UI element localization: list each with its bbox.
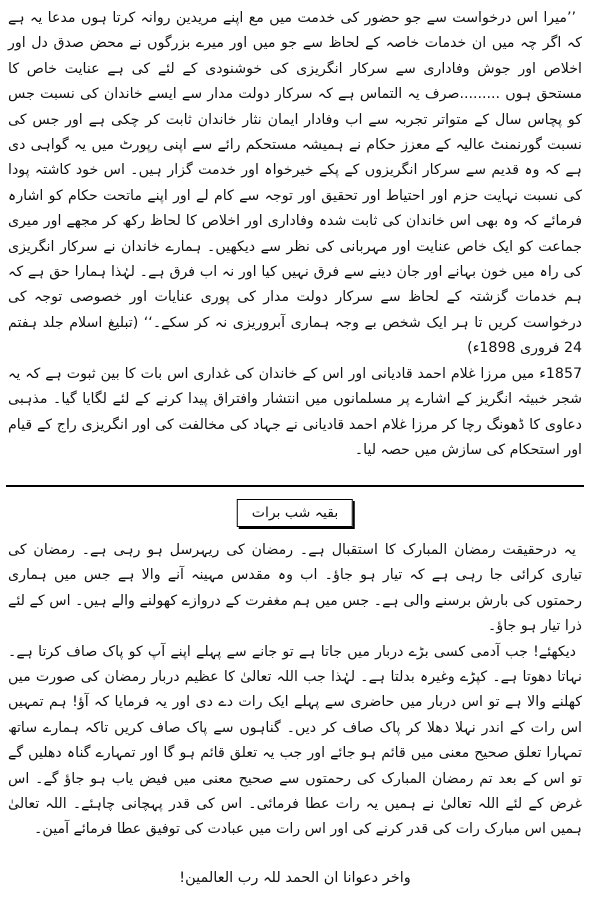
closing-prayer: واخر دعوانا ان الحمد للہ رب العالمین! <box>179 870 411 886</box>
quoted-letter-section <box>6 6 584 463</box>
section-divider <box>6 485 584 487</box>
historical-note-paragraph: 1857ء میں مرزا غلام احمد قادیانی اور اس کے خاندان کی غداری اس بات کا بین ثبوت ہے کہ یہ شجر خبیثہ انگریز کے اشارے پر مسلمانوں میں انتشار وافتراق پیدا کرنے کے لئے لگایا گیا۔ مذہبی دعاوی کا ڈھونگ رچا کر مرزا غلام احمد قادیانی نے جہاد کی مخالفت کی اور انگریزی راج کے قیام اور استحکام کی سازش میں حصہ لیا۔ <box>8 365 582 458</box>
newspaper-page <box>6 6 584 895</box>
shab-e-barat-paragraph-2: دیکھئے! جب آدمی کسی بڑے دربار میں جاتا ہے تو جانے سے پہلے اپنے آپ کو پاک صاف کرتا ہے۔ نہاتا دھوتا ہے۔ کپڑے وغیرہ بدلتا ہے۔ لہٰذا جب اللہ تعالیٰ کا عظیم دربار رمضان کی صورت میں کھلنے والا ہے تو اس دربار میں حاضری سے پہلے ایک رات دے دی اور یہ فرمایا کہ آؤ! ہم تمہیں اس رات کے اندر نہلا دھلا کر پاک صاف کر دیں۔ گناہوں سے پاک صاف کریں تاکہ ہمارے ساتھ تمہارا تعلق صحیح معنی میں قائم ہو جائے اور جب یہ تعلق قائم ہو گا اور تمہارے گناہ دھلیں گے تو اس کے بعد تم رمضان المبارک کی رحمتوں سے صحیح معنی میں فیض یاب ہو جاؤ گے۔ اس غرض کے لئے اللہ تعالیٰ نے ہمیں یہ رات عطا فرمائی۔ اس کی قدر پہچانی چاہئے۔ اللہ تعالیٰ ہمیں اس مبارک رات کی قدر کرنے کی اور اس رات میں عبادت کی توفیق عطا فرمائے آمین۔ <box>8 643 582 838</box>
shab-e-barat-paragraph-1: یہ درحقیقت رمضان المبارک کا استقبال ہے۔ رمضان کی ریہرسل ہو رہی ہے۔ رمضان کی تیاری کرائی جا رہی ہے کہ تیار ہو جاؤ۔ اب وہ مقدس مہینہ آنے والا ہے جس میں ہماری رحمتوں کی بارش برسنے والی ہے۔ جس میں ہم مغفرت کے دروازے کھولنے والے ہیں۔ اس کے لئے ذرا تیار ہو جاؤ۔ <box>8 542 582 635</box>
continued-article-heading: بقیہ شب برات <box>237 499 353 527</box>
quoted-letter-paragraph: ’’میرا اس درخواست سے جو حضور کی خدمت میں مع اپنے مریدین روانہ کرتا ہوں مدعا یہ ہے کہ اگر چہ میں ان خدمات خاصہ کے لحاظ سے جو میں اور میرے بزرگوں نے محض صدق دل اور اخلاص اور جوش وفاداری سے سرکار انگریزی کی خوشنودی کے لئے کی ہے عنایت خاص کا مستحق ہوں .........صرف یہ التماس ہے کہ سرکار دولت مدار سے ایسے خاندان کی نسبت جس کو پچاس سال کے متواتر تجربہ سے اب وفادار ایمان نثار خاندان ثابت کر چکی ہے اور جس کی نسبت گورنمنٹ عالیہ کے معزز حکام نے ہمیشہ مستحکم رائے سے اپنی رپورٹ میں یہ گواہی دی ہے کہ وہ قدیم سے سرکار انگریزوں کے پکے خیرخواہ اور خدمت گزار ہیں۔ اس خود کاشتہ پودا کی نسبت نہایت حزم اور احتیاط اور تحقیق اور توجہ سے کام لے اور اپنے ماتحت حکام کو اشارہ فرمائے کہ وہ بھی اس خاندان کی ثابت شدہ وفاداری اور اخلاص کا لحاظ رکھ کر مجھے اور میری جماعت کو ایک خاص عنایت اور مہربانی کی نظر سے دیکھیں۔ ہمارے خاندان نے سرکار انگریزی کی راہ میں خون بہانے اور جان دینے سے فرق نہیں کیا اور نہ اب فرق ہے۔ لہٰذا ہمارا حق ہے کہ ہم خدمات گزشتہ کے لحاظ سے سرکار دولت مدار کی پوری عنایات اور خصوصی توجہ کی درخواست کریں تا ہر ایک شخص بے وجہ ہماری آبروریزی نہ کر سکے۔‘‘ (تبلیغ اسلام جلد ہفتم 24 فروری 1898ء) <box>8 10 582 357</box>
shab-e-barat-section <box>6 538 584 843</box>
